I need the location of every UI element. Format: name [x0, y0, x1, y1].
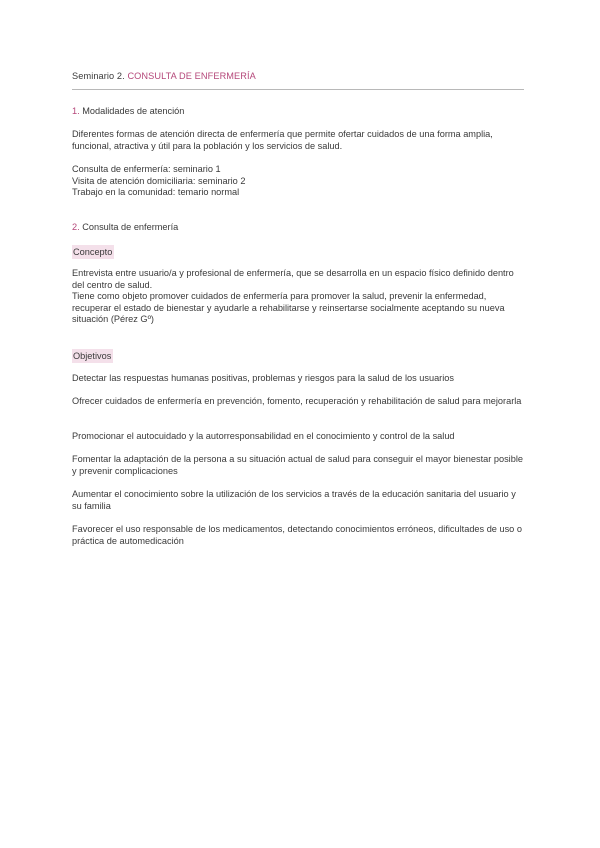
objetivos-heading: Objetivos	[73, 351, 112, 361]
concepto-body	[72, 268, 527, 326]
objetivo-item	[72, 431, 527, 443]
objetivo-item	[72, 489, 527, 512]
list-item: Consulta de enfermería: seminario 1	[72, 164, 221, 174]
objetivo-text: Detectar las respuestas humanas positivas, problemas y riesgos para la salud de los usuarios	[72, 373, 454, 383]
objetivo-text: Promocionar el autocuidado y la autorresponsabilidad en el conocimiento y control de la salud	[72, 431, 455, 441]
section-1-list	[72, 164, 527, 199]
intro-paragraph: Diferentes formas de atención directa de enfermería que permite ofertar cuidados de una forma amplia, funcional, atractiva y útil para la población y los servicios de salud.	[72, 129, 493, 151]
objetivos-heading-wrap	[72, 349, 527, 363]
section-2-heading	[72, 222, 527, 234]
objetivo-item	[72, 373, 527, 385]
header-prefix: Seminario 2.	[72, 71, 125, 81]
objetivo-text: Aumentar el conocimiento sobre la utilización de los servicios a través de la educación sanitaria del usuario y su familia	[72, 489, 516, 511]
section-1-intro	[72, 129, 527, 152]
objetivo-text: Favorecer el uso responsable de los medicamentos, detectando conocimientos erróneos, dificultades de uso o práctica de automedicación	[72, 524, 522, 546]
concepto-heading: Concepto	[73, 247, 113, 257]
objetivo-item	[72, 454, 527, 477]
section-1-heading	[72, 106, 527, 118]
section-2-title: Consulta de enfermería	[82, 222, 179, 232]
objetivo-item	[72, 524, 527, 547]
objetivo-item	[72, 396, 527, 408]
concepto-paragraph-1: Entrevista entre usuario/a y profesional de enfermería, que se desarrolla en un espacio físico definido dentro del centro de salud.	[72, 268, 514, 290]
header-title: CONSULTA DE ENFERMERÍA	[127, 71, 256, 81]
concepto-heading-wrap	[72, 245, 527, 259]
section-1-number: 1.	[72, 106, 80, 116]
objetivo-text: Fomentar la adaptación de la persona a su situación actual de salud para conseguir el mayor bienestar posible y prevenir complicaciones	[72, 454, 523, 476]
objetivo-text: Ofrecer cuidados de enfermería en prevención, fomento, recuperación y rehabilitación de salud para mejorarla	[72, 396, 522, 406]
list-item: Visita de atención domiciliaria: seminario 2	[72, 175, 246, 186]
header-divider	[72, 89, 524, 90]
list-item: Trabajo en la comunidad: temario normal	[72, 187, 240, 197]
concepto-paragraph-2: Tiene como objeto promover cuidados de enfermería para promover la salud, prevenir la enfermedad, recuperar el estado de bienestar y ayudarle a rehabilitarse y reinsertarse socialmente aceptando su nueva situación (Pérez Gº)	[72, 291, 505, 324]
page-header	[72, 71, 524, 81]
section-2-number: 2.	[72, 222, 80, 232]
section-1-title: Modalidades de atención	[82, 106, 185, 116]
